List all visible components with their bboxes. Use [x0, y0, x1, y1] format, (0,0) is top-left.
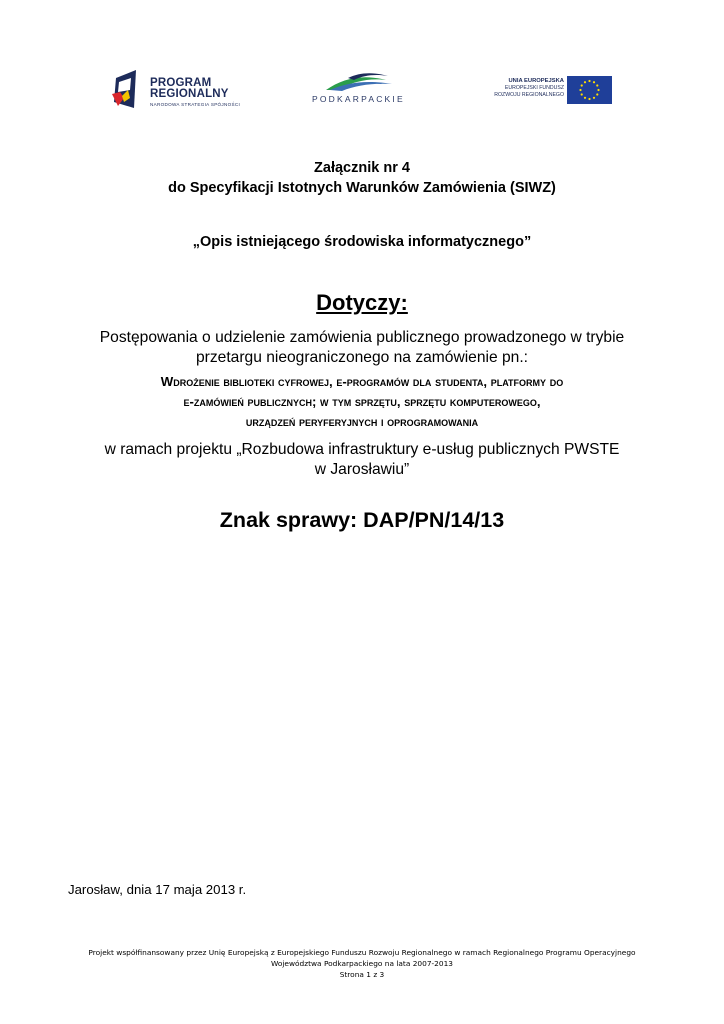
page-footer: [0, 947, 724, 980]
project-description: [0, 440, 724, 480]
procedure-description: [0, 328, 724, 368]
eu-star-icon: [581, 84, 583, 86]
eu-star-icon: [596, 93, 598, 95]
procedure-line-2: przetargu nieograniczonego na zamówienie pn.:: [195, 349, 528, 366]
eu-logo-line3: ROZWOJU REGIONALNEGO: [494, 92, 564, 98]
project-line-1: w ramach projektu „Rozbudowa infrastruktury e-usług publicznych PWSTE: [104, 441, 620, 458]
program-logo-line1: PROGRAM: [150, 77, 212, 89]
concerns-heading: Dotyczy:: [316, 290, 408, 315]
eu-star-icon: [596, 84, 598, 86]
eu-star-icon: [584, 81, 586, 83]
project-line-2: w Jarosławiu”: [314, 461, 410, 478]
podkarpackie-logo: [308, 72, 418, 108]
eu-star-icon: [588, 80, 590, 82]
page-number: Strona 1 z 3: [339, 970, 385, 979]
eu-star-icon: [579, 89, 581, 91]
eu-star-icon: [593, 81, 595, 83]
place-and-date: Jarosław, dnia 17 maja 2013 r.: [68, 882, 247, 897]
program-logo-line2: REGIONALNY: [150, 88, 229, 100]
podkarpackie-logo-text: PODKARPACKIE: [312, 94, 405, 104]
podkarpackie-mountains-icon: [308, 72, 418, 94]
program-logo-subtitle: NARODOWA STRATEGIA SPÓJNOŚCI: [150, 102, 241, 107]
order-name-line-3: urządzeń peryferyjnych i oprogramowania: [245, 414, 479, 429]
eu-star-icon: [588, 98, 590, 100]
annex-line-1: Załącznik nr 4: [314, 160, 410, 176]
program-regionalny-logo: [110, 68, 270, 110]
annex-heading: [0, 158, 724, 198]
eu-logo-line2: EUROPEJSKI FUNDUSZ: [504, 85, 564, 91]
program-regionalny-star-icon: [110, 68, 148, 110]
case-number: Znak sprawy: DAP/PN/14/13: [219, 508, 505, 532]
procedure-line-1: Postępowania o udzielenie zamówienia publicznego prowadzonego w trybie: [99, 329, 625, 346]
footer-line-1: Projekt współfinansowany przez Unię Europejską z Europejskiego Funduszu Rozwoju Regionalnego w ramach Regionalnego Programu Operacyjnego: [88, 948, 636, 957]
eu-star-icon: [584, 97, 586, 99]
eu-flag-icon: [567, 76, 612, 104]
order-name-line-2: e-zamówień publicznych; w tym sprzętu, sprzętu komputerowego,: [183, 394, 541, 409]
order-name-line-1: Wdrożenie biblioteki cyfrowej, e-programów dla studenta, platformy do: [160, 374, 564, 389]
eu-star-icon: [581, 93, 583, 95]
eu-star-icon: [597, 89, 599, 91]
eu-logo-line1: UNIA EUROPEJSKA: [508, 78, 564, 84]
eu-logo: [478, 74, 612, 106]
subject-title: „Opis istniejącego środowiska informatycznego”: [192, 234, 532, 250]
eu-star-icon: [593, 97, 595, 99]
footer-line-2: Województwa Podkarpackiego na lata 2007-2013: [270, 959, 453, 968]
order-name: [0, 372, 724, 432]
annex-line-2: do Specyfikacji Istotnych Warunków Zamówienia (SIWZ): [168, 180, 556, 196]
